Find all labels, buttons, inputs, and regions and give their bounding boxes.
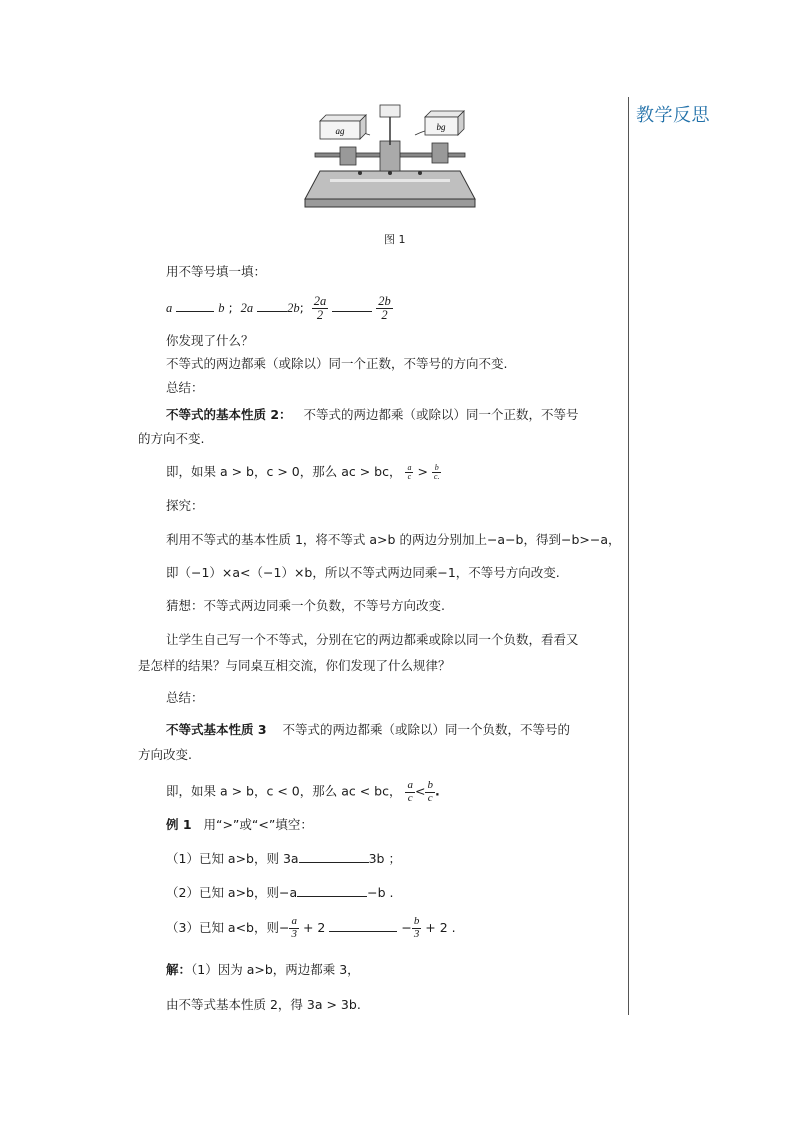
formula-2-prefix: 即，如果 a > b，c > 0，那么 ac > bc， [166,464,402,479]
fraction-a-over-c-3: $\frac{a}{c}$ [407,779,413,804]
var-a: a [166,301,173,315]
activity-line-1: 让学生自己写一个不等式，分别在它的两边都乘或除以同一个负数，看看又 [166,632,579,647]
property-3-line [166,720,570,740]
property-2-line [166,405,579,425]
property-3-title: 不等式基本性质 3 [166,722,267,737]
inequality-fill-row [166,294,393,322]
example-item-3: （3）已知 a<b，则− $\frac{a}{3}$ + 2 − $\frac{b}{3}$ + 2 . [166,915,456,940]
example-heading [166,815,313,835]
blank-2[interactable] [257,297,287,312]
greater-sign: > [417,464,428,479]
answer-blank-3[interactable] [329,917,397,932]
var-2b: 2b [287,301,300,315]
answer-blank-1[interactable] [299,848,369,863]
example-instruction: 用“>”或“<”填空： [203,817,313,832]
figure-caption: 图 1 [384,233,406,246]
answer-blank-2[interactable] [297,882,367,897]
less-sign: < [414,783,426,799]
example-title: 例 1 [166,817,192,832]
solution-line-1: 解：（1）因为 a>b，两边都乘 3， [166,962,360,977]
summary-label-2: 总结： [166,690,204,705]
fraction-2b-over-2: $\frac{2b}{2}$ [378,293,391,322]
fraction-2a-over-2: $\frac{2a}{2}$ [313,293,327,322]
left-weight-label: ag [335,126,345,136]
property-3-body: 不等式的两边都乘（或除以）同一个负数，不等号的 [282,722,570,737]
property-2-title: 不等式的基本性质 2： [166,407,292,422]
blank-3[interactable] [332,297,372,312]
observation-positive: 不等式的两边都乘（或除以）同一个正数，不等号的方向不变. [166,356,508,371]
var-b: b [218,301,225,315]
var-2a: 2a [240,301,254,315]
property-3-formula [166,780,440,804]
example-item-2: （2）已知 a>b，则−a −b . [166,882,394,903]
example-item-1: （1）已知 a>b，则 3a 3b ； [166,848,401,869]
explore-step-1: 利用不等式的基本性质 1，将不等式 a>b 的两边分别加上−a−b，得到−b>−a， [166,532,621,547]
conjecture: 猜想：不等式两边同乘一个负数，不等号方向改变. [166,598,445,613]
solution-title: 解： [166,962,192,977]
semicolon-1: ; [228,300,233,315]
property-3-continuation: 方向改变. [138,747,192,762]
explore-label: 探究： [166,498,204,513]
reflection-title: 教学反思 [636,105,710,126]
blank-1[interactable] [176,297,214,312]
period: . [434,783,440,799]
property-2-formula [166,462,441,482]
property-2-continuation: 的方向不变. [138,431,205,446]
summary-label-1: 总结： [166,380,204,395]
property-2-body: 不等式的两边都乘（或除以）同一个正数，不等号 [303,407,579,422]
fraction-a-over-c: $\frac{a}{c}$ [407,462,412,481]
formula-3-prefix: 即，如果 a > b，c < 0，那么 ac < bc， [166,783,402,799]
solution-line-2: 由不等式基本性质 2，得 3a > 3b. [166,997,361,1012]
activity-line-2: 是怎样的结果？与同桌互相交流，你们发现了什么规律？ [138,658,451,673]
explore-step-2: 即（−1）×a<（−1）×b，所以不等式两边同乘−1，不等号方向改变. [166,565,560,580]
fraction-b-over-c: $\frac{b}{c.}$ [433,462,440,481]
fill-prompt: 用不等号填一填： [166,264,267,279]
margin-divider [628,97,629,1015]
question-discover: 你发现了什么？ [166,333,254,348]
balance-scale-figure [300,99,480,217]
semicolon-2: ; [299,300,304,315]
right-weight-label: bg [436,122,446,132]
fraction-b-over-c-3: $\frac{b}{c}$ [427,779,433,804]
